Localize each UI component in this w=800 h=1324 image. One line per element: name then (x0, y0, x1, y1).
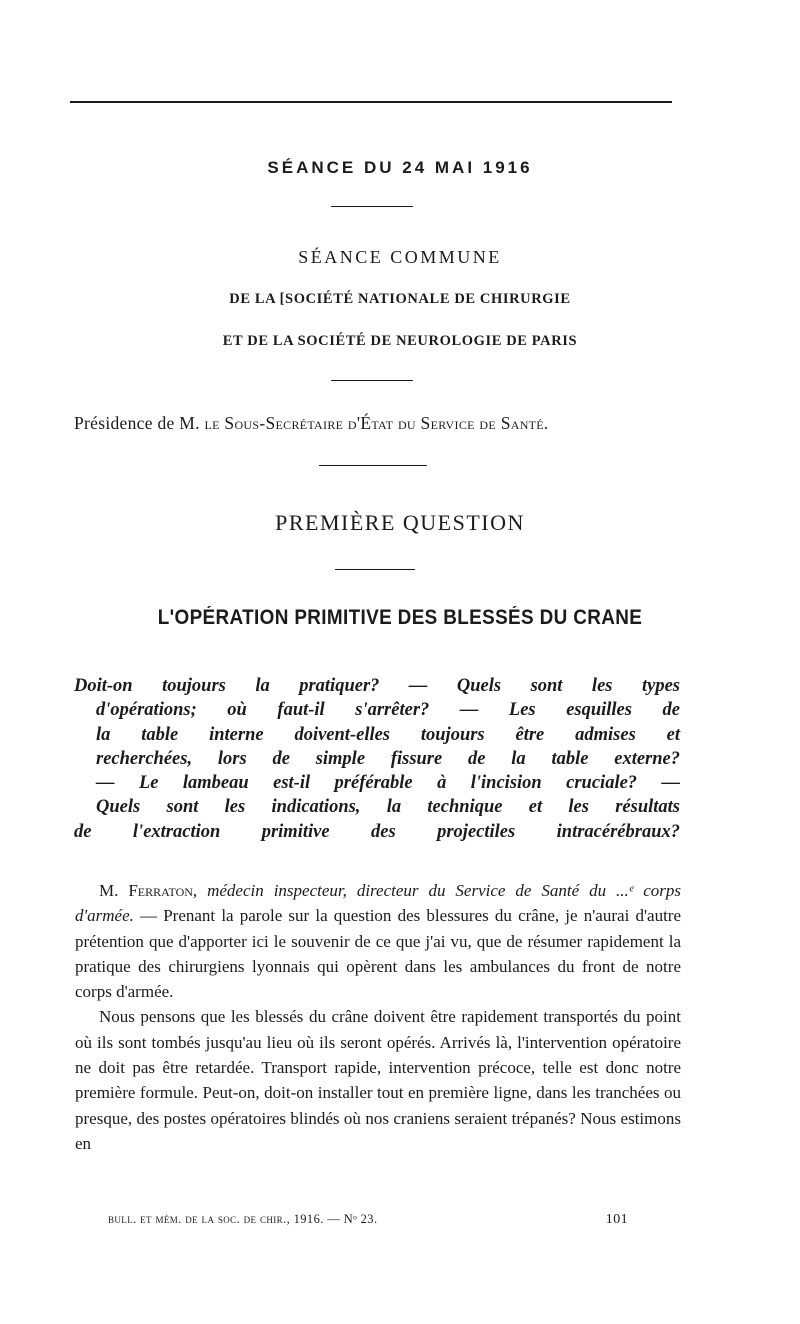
paragraph-2: Nous pensons que les blessés du crâne doivent être rapidement transportés du point où ils sont tombés jusqu'au lieu où ils seront opérés. Arrivés là, l'intervention opératoire ne doit pas être retardée. Transport rapide, intervention précoce, telle est donc notre première formule. Peut-on, doit-on installer tout en première ligne, dans les tranchées ou presque, des postes opératoires blindés où nos craniens seraient trépanés? Nous estimons en (75, 1007, 681, 1153)
speaker-name: Ferraton (128, 881, 193, 900)
divider-2 (331, 380, 413, 381)
seance-commune-heading: SÉANCE COMMUNE (298, 247, 502, 267)
question-list (74, 674, 680, 844)
question-heading: PREMIÈRE QUESTION (275, 510, 525, 535)
top-rule (70, 101, 672, 103)
presidence-line (74, 413, 684, 434)
page-number: 101 (605, 1212, 628, 1227)
page-footer (108, 1212, 628, 1227)
presidence-prefix: Présidence de M. (74, 413, 205, 433)
divider-1 (331, 206, 413, 207)
speaker-prefix: M. (99, 881, 129, 900)
divider-3 (319, 465, 427, 466)
speaker-role: , médecin inspecteur, directeur du Service de Santé du ...ᵉ corps d'armée. (75, 881, 681, 926)
societe-line-2: ET DE LA SOCIÉTÉ DE NEUROLOGIE DE PARIS (222, 333, 578, 349)
footer-citation: bull. et mém. de la soc. de chir., 1916. — Nᵒ 23. (108, 1212, 378, 1226)
body-text (75, 878, 681, 1156)
presidence-title: le Sous-Secrétaire d'État du Service de Santé. (204, 413, 549, 433)
divider-4 (335, 569, 415, 570)
societe-line-1: DE LA [SOCIÉTÉ NATIONALE DE CHIRURGIE (229, 291, 571, 307)
question-text: Doit-on toujours la pratiquer? — Quels sont les types d'opérations; où faut-il s'arrêter? — Les esquilles de la table interne doivent-elles toujours être admises et recherchées, lors de simple fissure de la table externe? — Le lambeau est-il préférable à l'incision cruciale? — Quels sont les indications, la technique et les résultats de l'extraction primitive des projectiles intracérébraux? (74, 676, 680, 842)
seance-title: SÉANCE DU 24 MAI 1916 (267, 158, 533, 177)
question-subject: L'OPÉRATION PRIMITIVE DES BLESSÉS DU CRANE (157, 606, 643, 629)
paragraph-1-text: — Prenant la parole sur la question des blessures du crâne, je n'aurai d'autre prétention que d'apporter ici le souvenir de ce que j'ai vu, que de résumer rapidement la pratique des chirurgiens lyonnais qui opèrent dans les ambulances du front de notre corps d'armée. (75, 906, 681, 1002)
paragraph-1 (75, 878, 681, 1004)
